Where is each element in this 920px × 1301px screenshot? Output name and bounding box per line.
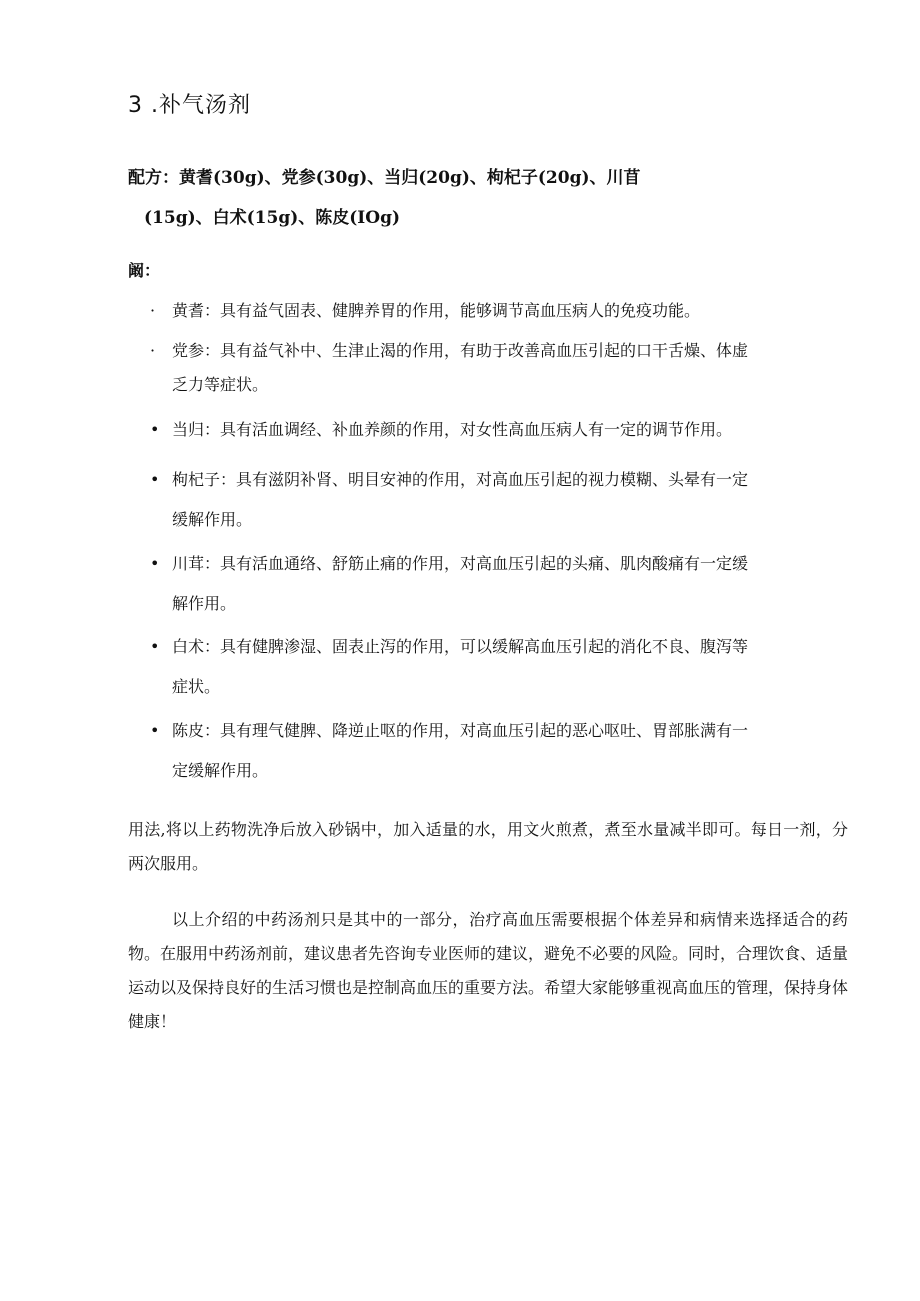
formula-line-1: 配方：黄耆(30g)、党参(30g)、当归(20g)、枸杞子(20g)、川苜 <box>128 168 641 188</box>
herb-text-cont: 定缓解作用。 <box>172 761 269 780</box>
herb-item-huangqi <box>150 294 850 328</box>
explanation-label: 阚： <box>128 261 161 280</box>
herb-text-cont: 乏力等症状。 <box>172 375 269 394</box>
herb-text: 党参：具有益气补中、生津止渴的作用，有助于改善高血压引起的口干舌燥、体虚 <box>172 341 749 360</box>
bullet: · <box>150 341 156 360</box>
bullet: • <box>150 721 160 740</box>
herb-text: 黄耆：具有益气固表、健脾养胃的作用，能够调节高血压病人的免疫功能。 <box>172 301 701 320</box>
herb-item-gouqizi <box>150 460 850 540</box>
bullet: • <box>150 554 160 573</box>
bullet: · <box>150 301 156 320</box>
conclusion-paragraph: 以上介绍的中药汤剂只是其中的一部分，治疗高血压需要根据个体差异和病情来选择适合的药物。在服用中药汤剂前，建议患者先咨询专业医师的建议，避免不必要的风险。同时，合理饮食、适量运动以及保持良好的生活习惯也是控制高血压的重要方法。希望大家能够重视高血压的管理，保持身体健康！ <box>128 910 849 1031</box>
herb-item-chuanxiong <box>150 544 850 624</box>
section-number: 3 <box>128 93 143 118</box>
bullet: • <box>150 470 160 489</box>
bullet: • <box>150 637 160 656</box>
herb-text: 川茸：具有活血通络、舒筋止痛的作用，对高血压引起的头痛、肌肉酸痛有一定缓 <box>172 554 749 573</box>
herb-item-danggui <box>150 410 850 450</box>
bullet: • <box>150 420 160 439</box>
herb-text: 白术：具有健脾渗湿、固表止泻的作用，可以缓解高血压引起的消化不良、腹泻等 <box>172 637 749 656</box>
herb-text-cont: 症状。 <box>172 677 221 696</box>
herb-text: 枸杞子：具有滋阴补肾、明目安神的作用，对高血压引起的视力模糊、头晕有一定 <box>172 470 749 489</box>
formula-line-2: (15g)、白术(15g)、陈皮(IOg) <box>144 208 400 228</box>
herb-item-baizhu <box>150 627 850 707</box>
formula-block <box>128 158 828 238</box>
herb-item-chenpi <box>150 711 850 791</box>
herb-text-cont: 解作用。 <box>172 594 237 613</box>
herb-text: 当归：具有活血调经、补血养颜的作用，对女性高血压病人有一定的调节作用。 <box>172 420 733 439</box>
herb-text-cont: 缓解作用。 <box>172 510 253 529</box>
section-title: .补气汤剂 <box>151 93 251 118</box>
section-heading <box>128 88 251 119</box>
herb-item-dangshen <box>150 334 850 402</box>
herb-text: 陈皮：具有理气健脾、降逆止呕的作用，对高血压引起的恶心呕吐、胃部胀满有一 <box>172 721 749 740</box>
usage-paragraph: 用法,将以上药物洗净后放入砂锅中，加入适量的水，用文火煎煮，煮至水量减半即可。每日一剂，分两次服用。 <box>128 820 848 873</box>
